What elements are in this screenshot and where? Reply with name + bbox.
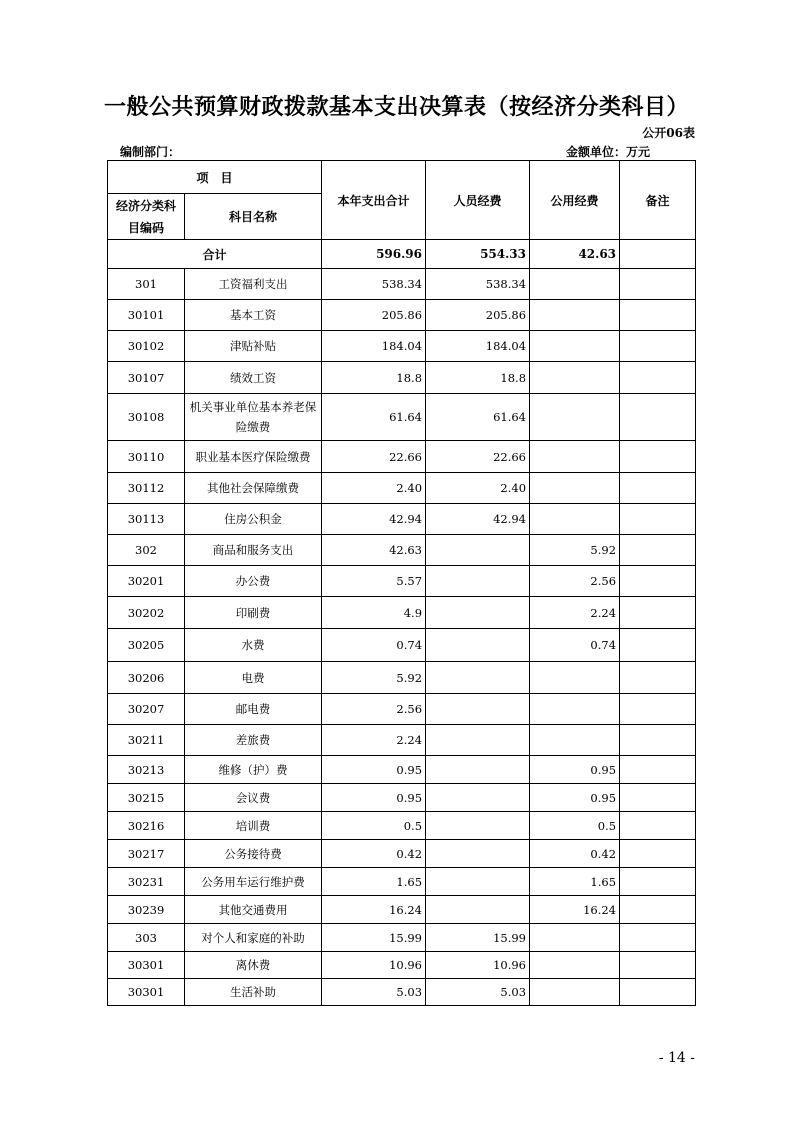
table-row — [108, 535, 696, 566]
cell-total: 538.34 — [322, 269, 426, 300]
cell-name: 其他社会保障缴费 — [185, 473, 322, 504]
cell-public — [530, 979, 620, 1006]
table-row — [108, 300, 696, 331]
cell-total: 18.8 — [322, 362, 426, 394]
cell-public — [530, 269, 620, 300]
header-subject-name: 科目名称 — [185, 194, 322, 240]
cell-code: 30213 — [108, 756, 185, 784]
cell-name: 维修（护）费 — [185, 756, 322, 784]
form-code: 公开06表 — [642, 126, 695, 140]
cell-code: 30110 — [108, 441, 185, 473]
table-row — [108, 394, 696, 441]
cell-personnel: 2.40 — [426, 473, 530, 504]
table-row — [108, 812, 696, 840]
cell-code: 303 — [108, 924, 185, 952]
cell-public: 16.24 — [530, 896, 620, 924]
cell-personnel — [426, 597, 530, 629]
header-econ-code: 经济分类科目编码 — [108, 194, 185, 240]
cell-personnel — [426, 535, 530, 566]
cell-personnel — [426, 756, 530, 784]
cell-name: 水费 — [185, 629, 322, 662]
cell-public: 0.95 — [530, 756, 620, 784]
cell-total: 5.57 — [322, 566, 426, 597]
cell-personnel: 22.66 — [426, 441, 530, 473]
cell-personnel — [426, 868, 530, 896]
cell-total: 2.40 — [322, 473, 426, 504]
table-row — [108, 441, 696, 473]
cell-name: 津贴补贴 — [185, 331, 322, 362]
cell-code: 30201 — [108, 566, 185, 597]
cell-personnel: 184.04 — [426, 331, 530, 362]
total-remark — [620, 240, 696, 269]
cell-code: 30107 — [108, 362, 185, 394]
cell-code: 30215 — [108, 784, 185, 812]
cell-public: 2.56 — [530, 566, 620, 597]
header-personnel: 人员经费 — [426, 161, 530, 240]
dept-label: 编制部门： — [120, 145, 181, 159]
cell-public: 1.65 — [530, 868, 620, 896]
cell-public — [530, 924, 620, 952]
cell-total: 4.9 — [322, 597, 426, 629]
table-row — [108, 473, 696, 504]
total-public: 42.63 — [530, 240, 620, 269]
cell-public: 0.42 — [530, 840, 620, 868]
cell-code: 30205 — [108, 629, 185, 662]
cell-total: 0.95 — [322, 784, 426, 812]
cell-name: 生活补助 — [185, 979, 322, 1006]
cell-name: 电费 — [185, 662, 322, 694]
total-personnel: 554.33 — [426, 240, 530, 269]
cell-personnel: 538.34 — [426, 269, 530, 300]
cell-name: 公务接待费 — [185, 840, 322, 868]
header-item: 项 目 — [108, 161, 322, 194]
cell-personnel: 61.64 — [426, 394, 530, 441]
cell-personnel: 10.96 — [426, 952, 530, 979]
cell-public — [530, 362, 620, 394]
table-row — [108, 662, 696, 694]
cell-name: 绩效工资 — [185, 362, 322, 394]
cell-public — [530, 473, 620, 504]
table-row — [108, 725, 696, 756]
table-row — [108, 331, 696, 362]
cell-remark — [620, 300, 696, 331]
table-row — [108, 566, 696, 597]
cell-total: 42.63 — [322, 535, 426, 566]
cell-name: 基本工资 — [185, 300, 322, 331]
table-row — [108, 362, 696, 394]
cell-remark — [620, 725, 696, 756]
cell-remark — [620, 473, 696, 504]
cell-total: 1.65 — [322, 868, 426, 896]
cell-code: 30211 — [108, 725, 185, 756]
cell-public — [530, 300, 620, 331]
total-amount: 596.96 — [322, 240, 426, 269]
cell-remark — [620, 812, 696, 840]
table-row — [108, 629, 696, 662]
cell-public: 0.74 — [530, 629, 620, 662]
table-row — [108, 756, 696, 784]
cell-code: 30113 — [108, 504, 185, 535]
cell-remark — [620, 896, 696, 924]
table-row — [108, 896, 696, 924]
cell-code: 30301 — [108, 979, 185, 1006]
cell-remark — [620, 694, 696, 725]
cell-remark — [620, 924, 696, 952]
cell-public — [530, 331, 620, 362]
cell-public — [530, 952, 620, 979]
cell-code: 30217 — [108, 840, 185, 868]
cell-public: 2.24 — [530, 597, 620, 629]
cell-total: 10.96 — [322, 952, 426, 979]
cell-total: 5.03 — [322, 979, 426, 1006]
cell-code: 30231 — [108, 868, 185, 896]
cell-remark — [620, 504, 696, 535]
cell-code: 30207 — [108, 694, 185, 725]
budget-table — [107, 160, 696, 1006]
header-remark: 备注 — [620, 161, 696, 240]
cell-total: 2.56 — [322, 694, 426, 725]
cell-name: 公务用车运行维护费 — [185, 868, 322, 896]
table-row — [108, 784, 696, 812]
cell-total: 15.99 — [322, 924, 426, 952]
table-row — [108, 597, 696, 629]
cell-personnel — [426, 694, 530, 725]
cell-public — [530, 504, 620, 535]
cell-remark — [620, 979, 696, 1006]
cell-total: 22.66 — [322, 441, 426, 473]
cell-remark — [620, 756, 696, 784]
total-label: 合计 — [108, 240, 322, 269]
cell-name: 其他交通费用 — [185, 896, 322, 924]
cell-public — [530, 441, 620, 473]
cell-remark — [620, 269, 696, 300]
cell-personnel — [426, 812, 530, 840]
cell-remark — [620, 331, 696, 362]
cell-remark — [620, 629, 696, 662]
cell-public: 0.5 — [530, 812, 620, 840]
table-row — [108, 840, 696, 868]
cell-name: 住房公积金 — [185, 504, 322, 535]
cell-code: 30216 — [108, 812, 185, 840]
cell-total: 0.95 — [322, 756, 426, 784]
cell-name: 对个人和家庭的补助 — [185, 924, 322, 952]
table-row — [108, 979, 696, 1006]
cell-total: 184.04 — [322, 331, 426, 362]
page-number: - 14 - — [658, 1050, 695, 1066]
cell-name: 办公费 — [185, 566, 322, 597]
cell-personnel — [426, 784, 530, 812]
cell-total: 5.92 — [322, 662, 426, 694]
cell-public — [530, 394, 620, 441]
cell-remark — [620, 362, 696, 394]
cell-total: 42.94 — [322, 504, 426, 535]
cell-total: 2.24 — [322, 725, 426, 756]
total-row — [108, 240, 696, 269]
header-public: 公用经费 — [530, 161, 620, 240]
cell-remark — [620, 394, 696, 441]
cell-public: 0.95 — [530, 784, 620, 812]
cell-total: 16.24 — [322, 896, 426, 924]
cell-personnel — [426, 840, 530, 868]
cell-name: 机关事业单位基本养老保险缴费 — [185, 394, 322, 441]
cell-code: 30239 — [108, 896, 185, 924]
cell-personnel — [426, 896, 530, 924]
cell-code: 302 — [108, 535, 185, 566]
page-title: 一般公共预算财政拨款基本支出决算表（按经济分类科目） — [103, 94, 689, 120]
table-row — [108, 694, 696, 725]
cell-name: 印刷费 — [185, 597, 322, 629]
table-row — [108, 924, 696, 952]
cell-name: 离休费 — [185, 952, 322, 979]
cell-public — [530, 662, 620, 694]
cell-public — [530, 694, 620, 725]
cell-total: 205.86 — [322, 300, 426, 331]
cell-code: 30108 — [108, 394, 185, 441]
cell-code: 30206 — [108, 662, 185, 694]
cell-remark — [620, 952, 696, 979]
cell-total: 0.42 — [322, 840, 426, 868]
cell-public: 5.92 — [530, 535, 620, 566]
cell-personnel: 5.03 — [426, 979, 530, 1006]
cell-name: 会议费 — [185, 784, 322, 812]
cell-remark — [620, 441, 696, 473]
cell-code: 30112 — [108, 473, 185, 504]
cell-name: 差旅费 — [185, 725, 322, 756]
unit-label: 金额单位：万元 — [565, 145, 650, 159]
cell-personnel: 15.99 — [426, 924, 530, 952]
cell-personnel: 18.8 — [426, 362, 530, 394]
cell-code: 30101 — [108, 300, 185, 331]
table-row — [108, 868, 696, 896]
cell-code: 30301 — [108, 952, 185, 979]
cell-personnel — [426, 725, 530, 756]
cell-remark — [620, 566, 696, 597]
cell-total: 0.5 — [322, 812, 426, 840]
cell-remark — [620, 840, 696, 868]
cell-remark — [620, 784, 696, 812]
cell-code: 301 — [108, 269, 185, 300]
cell-remark — [620, 868, 696, 896]
cell-name: 职业基本医疗保险缴费 — [185, 441, 322, 473]
cell-personnel — [426, 662, 530, 694]
cell-name: 培训费 — [185, 812, 322, 840]
cell-personnel: 205.86 — [426, 300, 530, 331]
cell-personnel — [426, 629, 530, 662]
cell-name: 邮电费 — [185, 694, 322, 725]
cell-name: 工资福利支出 — [185, 269, 322, 300]
cell-remark — [620, 597, 696, 629]
cell-code: 30202 — [108, 597, 185, 629]
cell-personnel: 42.94 — [426, 504, 530, 535]
table-row — [108, 269, 696, 300]
cell-remark — [620, 662, 696, 694]
table-row — [108, 504, 696, 535]
cell-total: 0.74 — [322, 629, 426, 662]
header-total: 本年支出合计 — [322, 161, 426, 240]
cell-code: 30102 — [108, 331, 185, 362]
cell-personnel — [426, 566, 530, 597]
cell-name: 商品和服务支出 — [185, 535, 322, 566]
cell-remark — [620, 535, 696, 566]
cell-total: 61.64 — [322, 394, 426, 441]
cell-public — [530, 725, 620, 756]
table-row — [108, 952, 696, 979]
